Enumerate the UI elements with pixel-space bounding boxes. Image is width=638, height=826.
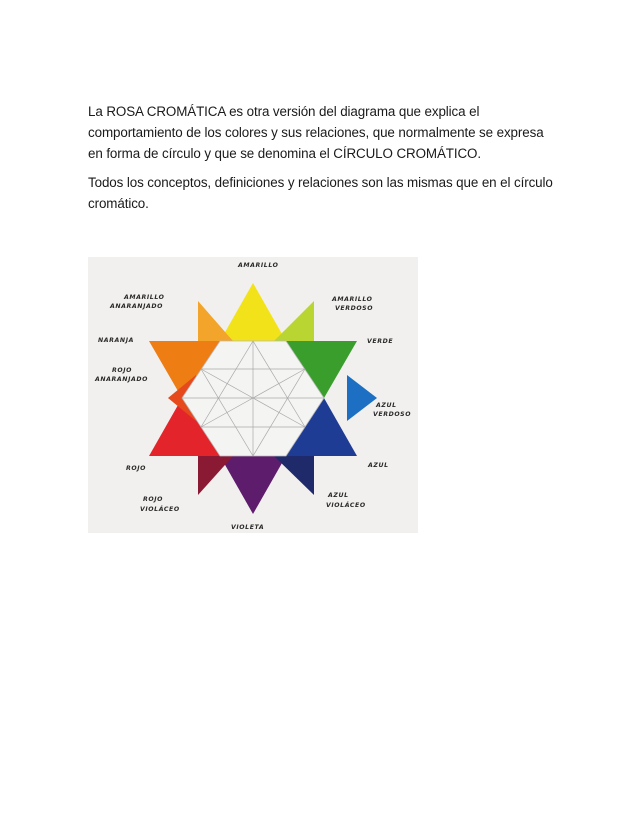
- document-body: [88, 101, 558, 222]
- label-violeta: VIOLETA: [231, 524, 265, 531]
- paragraph-concepts: Todos los conceptos, definiciones y relaciones son las mismas que en el círculo cromático.: [88, 175, 553, 211]
- label-rojo-violaceo-1: ROJO: [143, 496, 163, 503]
- label-amarillo-verdoso-2: VERDOSO: [335, 305, 374, 312]
- label-rojo-anaranjado-1: ROJO: [112, 367, 132, 374]
- label-rojo-violaceo-2: VIOLÁCEO: [140, 506, 180, 513]
- label-rojo-anaranjado-2: ANARANJADO: [95, 376, 148, 383]
- color-star-diagram: [88, 257, 418, 533]
- label-azul: AZUL: [368, 462, 389, 469]
- label-naranja: NARANJA: [98, 337, 134, 344]
- label-amarillo-verdoso-1: AMARILLO: [332, 296, 373, 303]
- label-azul-verdoso-1: AZUL: [376, 402, 397, 409]
- paragraph-intro: La ROSA CROMÁTICA es otra versión del diagrama que explica el comportamiento de los colores y sus relaciones, que normalmente se expresa en forma de círculo y que se denomina el CÍRCULO CROMÁTICO.: [88, 104, 544, 161]
- label-amarillo-anaranjado-1: AMARILLO: [124, 294, 165, 301]
- label-verde: VERDE: [367, 338, 394, 345]
- label-rojo: ROJO: [126, 465, 146, 472]
- label-azul-violaceo-2: VIOLÁCEO: [326, 502, 366, 509]
- label-amarillo: AMARILLO: [238, 262, 279, 269]
- label-azul-verdoso-2: VERDOSO: [373, 411, 412, 418]
- label-azul-violaceo-1: AZUL: [328, 492, 349, 499]
- color-star-figure: [88, 257, 418, 533]
- label-amarillo-anaranjado-2: ANARANJADO: [110, 303, 163, 310]
